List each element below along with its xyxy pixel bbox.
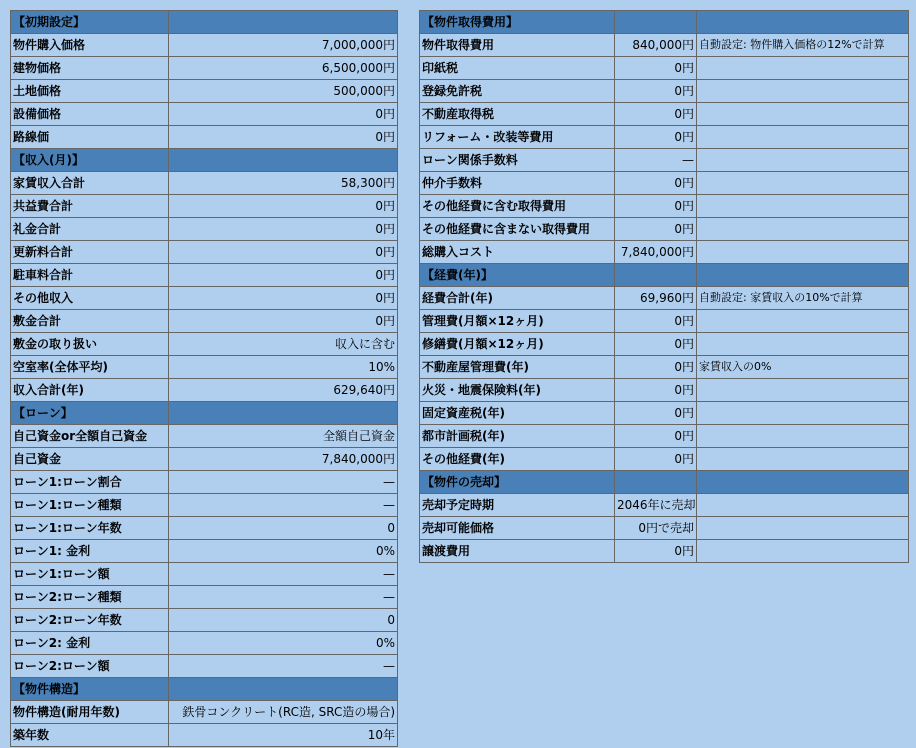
field-label: ローン1:ローン額 bbox=[11, 563, 169, 586]
field-label: 収入合計(年) bbox=[11, 379, 169, 402]
field-note bbox=[697, 57, 909, 80]
field-label: 譲渡費用 bbox=[420, 540, 615, 563]
field-value[interactable]: 0円 bbox=[615, 195, 697, 218]
table-row bbox=[420, 356, 909, 379]
table-row bbox=[420, 34, 909, 57]
field-value[interactable]: 0 bbox=[169, 517, 398, 540]
table-row bbox=[420, 172, 909, 195]
field-value[interactable]: 0円 bbox=[169, 218, 398, 241]
field-label: その他経費に含まない取得費用 bbox=[420, 218, 615, 241]
section-header-row bbox=[420, 264, 909, 287]
field-label: ローン関係手数料 bbox=[420, 149, 615, 172]
field-label: 建物価格 bbox=[11, 57, 169, 80]
field-value[interactable]: 0円 bbox=[615, 172, 697, 195]
table-row bbox=[420, 195, 909, 218]
field-value[interactable]: — bbox=[169, 655, 398, 678]
field-value[interactable]: 0円 bbox=[615, 540, 697, 563]
field-label: ローン1:ローン割合 bbox=[11, 471, 169, 494]
table-row bbox=[11, 724, 398, 747]
field-label: 家賃収入合計 bbox=[11, 172, 169, 195]
field-value[interactable]: 629,640円 bbox=[169, 379, 398, 402]
field-label: 不動産取得税 bbox=[420, 103, 615, 126]
field-value[interactable]: — bbox=[169, 586, 398, 609]
table-row bbox=[11, 425, 398, 448]
section-header-row bbox=[11, 678, 398, 701]
field-value[interactable]: 2046年に売却 bbox=[615, 494, 697, 517]
table-row bbox=[11, 218, 398, 241]
field-label: ローン1:ローン年数 bbox=[11, 517, 169, 540]
field-value[interactable]: 0円 bbox=[169, 287, 398, 310]
table-row bbox=[420, 287, 909, 310]
table-row bbox=[11, 333, 398, 356]
field-value[interactable]: 10年 bbox=[169, 724, 398, 747]
field-value[interactable]: 0円 bbox=[169, 241, 398, 264]
field-label: 総購入コスト bbox=[420, 241, 615, 264]
table-row bbox=[420, 402, 909, 425]
field-label: 仲介手数料 bbox=[420, 172, 615, 195]
field-label: 印紙税 bbox=[420, 57, 615, 80]
field-value[interactable]: 0円 bbox=[615, 402, 697, 425]
field-label: その他経費に含む取得費用 bbox=[420, 195, 615, 218]
field-value[interactable]: — bbox=[169, 494, 398, 517]
field-label: 登録免許税 bbox=[420, 80, 615, 103]
left-settings-table bbox=[10, 10, 398, 747]
field-note: 家賃収入の0% bbox=[697, 356, 909, 379]
table-row bbox=[11, 103, 398, 126]
field-value[interactable]: 0円 bbox=[169, 195, 398, 218]
field-value[interactable]: 0円 bbox=[615, 218, 697, 241]
field-note bbox=[697, 103, 909, 126]
field-value[interactable]: 0円 bbox=[169, 126, 398, 149]
section-header-row bbox=[11, 11, 398, 34]
table-row bbox=[11, 264, 398, 287]
field-label: 設備価格 bbox=[11, 103, 169, 126]
section-header: 【物件構造】 bbox=[11, 678, 169, 701]
field-label: 自己資金or全額自己資金 bbox=[11, 425, 169, 448]
section-header-filler bbox=[697, 11, 909, 34]
field-value[interactable]: 全額自己資金 bbox=[169, 425, 398, 448]
field-label: 路線価 bbox=[11, 126, 169, 149]
section-header-filler bbox=[169, 11, 398, 34]
section-header: 【初期設定】 bbox=[11, 11, 169, 34]
field-value[interactable]: 鉄骨コンクリート(RC造, SRC造の場合) bbox=[169, 701, 398, 724]
field-label: 管理費(月額×12ヶ月) bbox=[420, 310, 615, 333]
field-note bbox=[697, 149, 909, 172]
table-row bbox=[11, 471, 398, 494]
left-settings-body bbox=[11, 11, 398, 747]
field-value[interactable]: 0円 bbox=[615, 80, 697, 103]
field-value[interactable]: 0円で売却 bbox=[615, 517, 697, 540]
field-note bbox=[697, 425, 909, 448]
field-label: 売却予定時期 bbox=[420, 494, 615, 517]
table-row bbox=[11, 80, 398, 103]
field-value[interactable]: 0% bbox=[169, 540, 398, 563]
table-row bbox=[11, 655, 398, 678]
table-row bbox=[11, 126, 398, 149]
field-note bbox=[697, 540, 909, 563]
table-row bbox=[420, 241, 909, 264]
field-label: 不動産屋管理費(年) bbox=[420, 356, 615, 379]
section-header-row bbox=[11, 402, 398, 425]
field-label: 自己資金 bbox=[11, 448, 169, 471]
table-row bbox=[11, 701, 398, 724]
field-value[interactable]: 0円 bbox=[615, 310, 697, 333]
field-note bbox=[697, 126, 909, 149]
field-label: 礼金合計 bbox=[11, 218, 169, 241]
field-label: 築年数 bbox=[11, 724, 169, 747]
right-costs-table bbox=[419, 10, 909, 563]
field-value[interactable]: — bbox=[169, 471, 398, 494]
field-label: ローン2: 金利 bbox=[11, 632, 169, 655]
field-note bbox=[697, 517, 909, 540]
field-value[interactable]: 0円 bbox=[615, 57, 697, 80]
table-row bbox=[11, 494, 398, 517]
field-value[interactable]: 0円 bbox=[169, 310, 398, 333]
section-header: 【物件の売却】 bbox=[420, 471, 615, 494]
section-header: 【収入(月)】 bbox=[11, 149, 169, 172]
field-value[interactable]: 0円 bbox=[615, 448, 697, 471]
section-header-row bbox=[420, 11, 909, 34]
field-label: 土地価格 bbox=[11, 80, 169, 103]
field-label: 経費合計(年) bbox=[420, 287, 615, 310]
field-label: 都市計画税(年) bbox=[420, 425, 615, 448]
field-note: 自動設定: 家賃収入の10%で計算 bbox=[697, 287, 909, 310]
field-value[interactable]: 58,300円 bbox=[169, 172, 398, 195]
table-row bbox=[11, 563, 398, 586]
field-label: 更新料合計 bbox=[11, 241, 169, 264]
field-label: 固定資産税(年) bbox=[420, 402, 615, 425]
table-row bbox=[11, 34, 398, 57]
field-note bbox=[697, 172, 909, 195]
table-row bbox=[11, 517, 398, 540]
table-row bbox=[420, 103, 909, 126]
field-value[interactable]: — bbox=[615, 149, 697, 172]
section-header-row bbox=[11, 149, 398, 172]
table-row bbox=[11, 356, 398, 379]
field-value[interactable]: 0円 bbox=[169, 103, 398, 126]
field-note bbox=[697, 333, 909, 356]
table-row bbox=[420, 218, 909, 241]
table-row bbox=[11, 632, 398, 655]
field-note: 自動設定: 物件購入価格の12%で計算 bbox=[697, 34, 909, 57]
table-row bbox=[420, 540, 909, 563]
field-label: ローン2:ローン年数 bbox=[11, 609, 169, 632]
table-row bbox=[420, 57, 909, 80]
field-label: 修繕費(月額×12ヶ月) bbox=[420, 333, 615, 356]
field-note bbox=[697, 80, 909, 103]
table-row bbox=[11, 57, 398, 80]
section-header-filler bbox=[697, 264, 909, 287]
field-label: 物件構造(耐用年数) bbox=[11, 701, 169, 724]
table-row bbox=[11, 609, 398, 632]
section-header-filler bbox=[615, 471, 697, 494]
field-label: 空室率(全体平均) bbox=[11, 356, 169, 379]
field-note bbox=[697, 310, 909, 333]
field-value[interactable]: 0円 bbox=[615, 379, 697, 402]
field-value[interactable]: 収入に含む bbox=[169, 333, 398, 356]
field-value[interactable]: 0円 bbox=[615, 103, 697, 126]
table-row bbox=[11, 448, 398, 471]
field-note bbox=[697, 379, 909, 402]
field-note bbox=[697, 402, 909, 425]
right-costs-body bbox=[420, 11, 909, 563]
field-value[interactable]: 0% bbox=[169, 632, 398, 655]
field-value[interactable]: 10% bbox=[169, 356, 398, 379]
field-label: ローン1:ローン種類 bbox=[11, 494, 169, 517]
field-value[interactable]: 0円 bbox=[615, 126, 697, 149]
field-note bbox=[697, 241, 909, 264]
field-label: 駐車料合計 bbox=[11, 264, 169, 287]
table-row bbox=[420, 517, 909, 540]
field-label: 売却可能価格 bbox=[420, 517, 615, 540]
table-row bbox=[11, 195, 398, 218]
table-row bbox=[11, 540, 398, 563]
field-label: 共益費合計 bbox=[11, 195, 169, 218]
field-label: ローン2:ローン額 bbox=[11, 655, 169, 678]
table-row bbox=[420, 448, 909, 471]
field-label: その他収入 bbox=[11, 287, 169, 310]
field-value[interactable]: 6,500,000円 bbox=[169, 57, 398, 80]
field-label: 火災・地震保険料(年) bbox=[420, 379, 615, 402]
table-row bbox=[11, 172, 398, 195]
table-row bbox=[420, 494, 909, 517]
field-label: 敷金合計 bbox=[11, 310, 169, 333]
field-value[interactable]: 7,840,000円 bbox=[169, 448, 398, 471]
field-value[interactable]: 7,840,000円 bbox=[615, 241, 697, 264]
section-header: 【ローン】 bbox=[11, 402, 169, 425]
table-row bbox=[420, 126, 909, 149]
field-label: 物件取得費用 bbox=[420, 34, 615, 57]
field-label: ローン2:ローン種類 bbox=[11, 586, 169, 609]
table-row bbox=[420, 379, 909, 402]
table-row bbox=[11, 586, 398, 609]
field-label: 敷金の取り扱い bbox=[11, 333, 169, 356]
field-value[interactable]: 0円 bbox=[615, 425, 697, 448]
table-row bbox=[11, 241, 398, 264]
field-note bbox=[697, 448, 909, 471]
field-label: ローン1: 金利 bbox=[11, 540, 169, 563]
field-label: リフォーム・改装等費用 bbox=[420, 126, 615, 149]
section-header-filler bbox=[169, 402, 398, 425]
table-row bbox=[11, 379, 398, 402]
field-value[interactable]: 840,000円 bbox=[615, 34, 697, 57]
section-header-filler bbox=[169, 149, 398, 172]
section-header-row bbox=[420, 471, 909, 494]
field-value[interactable]: 69,960円 bbox=[615, 287, 697, 310]
field-value[interactable]: 0円 bbox=[615, 333, 697, 356]
section-header-filler bbox=[615, 11, 697, 34]
section-header-filler bbox=[697, 471, 909, 494]
field-note bbox=[697, 218, 909, 241]
field-value[interactable]: 0円 bbox=[169, 264, 398, 287]
table-row bbox=[420, 425, 909, 448]
field-value[interactable]: 0円 bbox=[615, 356, 697, 379]
table-row bbox=[420, 310, 909, 333]
field-value[interactable]: 500,000円 bbox=[169, 80, 398, 103]
table-row bbox=[420, 333, 909, 356]
field-label: 物件購入価格 bbox=[11, 34, 169, 57]
section-header: 【経費(年)】 bbox=[420, 264, 615, 287]
field-value[interactable]: 0 bbox=[169, 609, 398, 632]
section-header-filler bbox=[615, 264, 697, 287]
field-value[interactable]: — bbox=[169, 563, 398, 586]
field-note bbox=[697, 494, 909, 517]
field-note bbox=[697, 195, 909, 218]
section-header-filler bbox=[169, 678, 398, 701]
table-row bbox=[11, 287, 398, 310]
table-row bbox=[420, 80, 909, 103]
table-row bbox=[11, 310, 398, 333]
table-row bbox=[420, 149, 909, 172]
field-value[interactable]: 7,000,000円 bbox=[169, 34, 398, 57]
field-label: その他経費(年) bbox=[420, 448, 615, 471]
section-header: 【物件取得費用】 bbox=[420, 11, 615, 34]
